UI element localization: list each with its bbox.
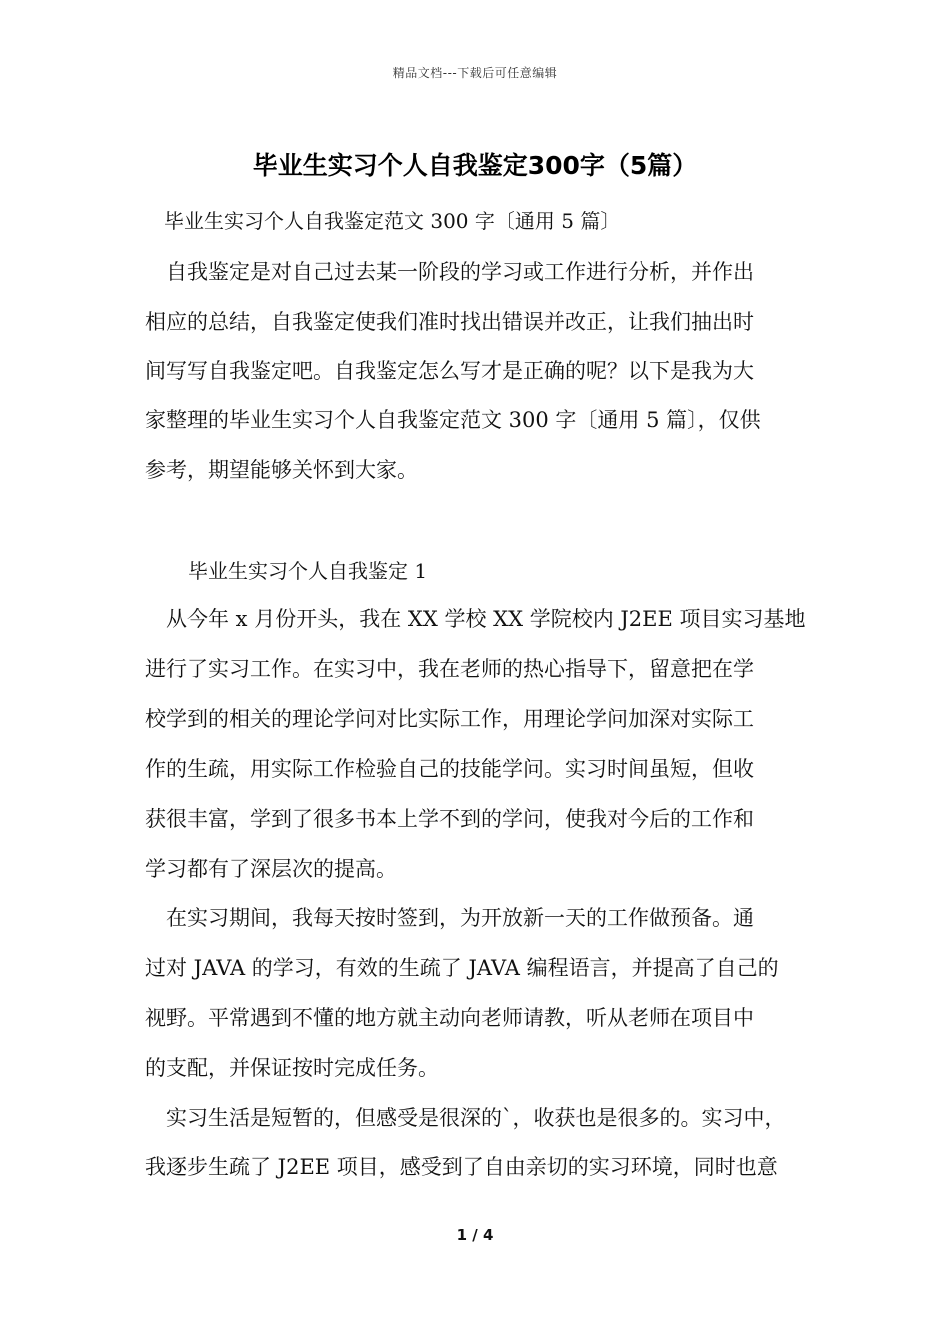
document-subtitle: 毕业生实习个人自我鉴定范文 300 字〔通用 5 篇〕 bbox=[164, 209, 621, 233]
intro-line: 间写写自我鉴定吧。自我鉴定怎么写才是正确的呢？以下是我为大 bbox=[145, 359, 754, 383]
paragraph-line: 学习都有了深层次的提高。 bbox=[145, 857, 397, 881]
paragraph-line: 作的生疏，用实际工作检验自己的技能学问。实习时间虽短，但收 bbox=[145, 757, 754, 781]
paragraph-line: 进行了实习工作。在实习中，我在老师的热心指导下，留意把在学 bbox=[145, 657, 754, 681]
section-heading: 毕业生实习个人自我鉴定 1 bbox=[188, 559, 428, 583]
paragraph-line: 实习生活是短暂的，但感受是很深的`，收获也是很多的。实习中， bbox=[145, 1106, 786, 1130]
intro-line: 家整理的毕业生实习个人自我鉴定范文 300 字〔通用 5 篇〕，仅供 bbox=[145, 408, 761, 432]
document-title: 毕业生实习个人自我鉴定300字（5篇） bbox=[252, 151, 698, 180]
document-header-note: 精品文档---下载后可任意编辑 bbox=[392, 66, 558, 80]
paragraph-line: 在实习期间，我每天按时签到，为开放新一天的工作做预备。通 bbox=[145, 906, 754, 930]
paragraph-line: 视野。平常遇到不懂的地方就主动向老师请教，听从老师在项目中 bbox=[145, 1006, 754, 1030]
paragraph-line: 校学到的相关的理论学问对比实际工作，用理论学问加深对实际工 bbox=[145, 707, 754, 731]
intro-line: 参考，期望能够关怀到大家。 bbox=[145, 458, 418, 482]
page-number: 1 / 4 bbox=[456, 1226, 494, 1244]
paragraph-line: 我逐步生疏了 J2EE 项目，感受到了自由亲切的实习环境，同时也意 bbox=[145, 1155, 778, 1179]
intro-line: 相应的总结，自我鉴定使我们准时找出错误并改正，让我们抽出时 bbox=[145, 310, 754, 334]
paragraph-line: 的支配，并保证按时完成任务。 bbox=[145, 1056, 439, 1080]
paragraph-line: 过对 JAVA 的学习，有效的生疏了 JAVA 编程语言，并提高了自己的 bbox=[145, 956, 779, 980]
paragraph-line: 从今年 x 月份开头，我在 XX 学校 XX 学院校内 J2EE 项目实习基地 bbox=[145, 607, 806, 631]
intro-line: 自我鉴定是对自己过去某一阶段的学习或工作进行分析，并作出 bbox=[145, 260, 754, 284]
paragraph-line: 获很丰富，学到了很多书本上学不到的学问，使我对今后的工作和 bbox=[145, 807, 754, 831]
